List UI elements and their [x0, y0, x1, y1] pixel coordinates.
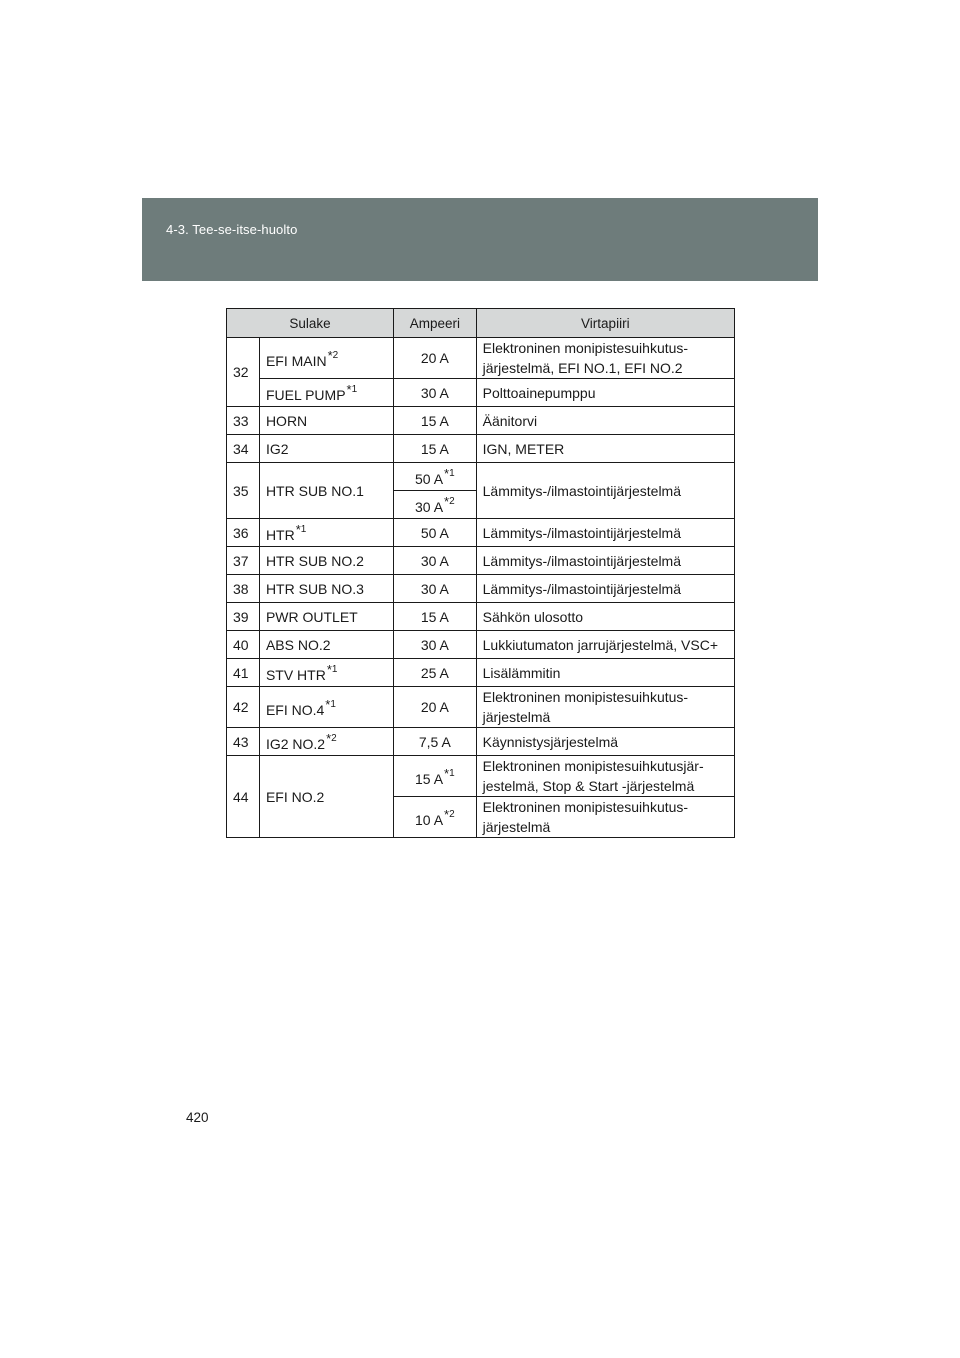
footnote-mark: *2: [444, 806, 455, 822]
fuse-number: 42: [227, 687, 260, 728]
fuse-circuit: Lämmitys-/ilmastointijärjestelmä: [476, 547, 734, 575]
table-row: [227, 463, 735, 491]
fuse-ampere: 15 A: [394, 435, 477, 463]
fuse-number: 39: [227, 603, 260, 631]
table-row: [227, 603, 735, 631]
fuse-number: 38: [227, 575, 260, 603]
fuse-name: HTR SUB NO.2: [259, 547, 393, 575]
table-row: [227, 659, 735, 687]
fuse-ampere: 20 A: [394, 338, 477, 379]
fuse-ampere: 15 $A^{*1}$: [394, 756, 477, 797]
footnote-mark: *1: [295, 522, 307, 537]
column-header-circuit: Virtapiiri: [476, 309, 734, 338]
table-row: [227, 338, 735, 379]
fuse-circuit: Lämmitys-/ilmastointijärjestelmä: [476, 575, 734, 603]
fuse-name: HTR$^{*1}$: [259, 519, 393, 547]
footnote-mark: *1: [444, 765, 455, 781]
table-row: [227, 519, 735, 547]
fuse-ampere: 30 A: [394, 631, 477, 659]
fuse-circuit: Elektroninen monipistesuihkutusjär-jestelmä, Stop & Start -järjestelmä: [476, 756, 734, 797]
fuse-ampere: 20 A: [394, 687, 477, 728]
footnote-mark: *1: [444, 466, 455, 481]
fuse-circuit: Polttoainepumppu: [476, 379, 734, 407]
fuse-circuit: Lämmitys-/ilmastointijärjestelmä: [476, 519, 734, 547]
fuse-name: IG2 NO.2$^{*2}$: [259, 728, 393, 756]
table-row: [227, 687, 735, 728]
fuse-number: 44: [227, 756, 260, 838]
fuse-number: 34: [227, 435, 260, 463]
fuse-name: HORN: [259, 407, 393, 435]
fuse-ampere: 15 A: [394, 407, 477, 435]
fuse-name: HTR SUB NO.3: [259, 575, 393, 603]
fuse-number: 35: [227, 463, 260, 519]
fuse-ampere: 10 $A^{*2}$: [394, 797, 477, 838]
footnote-mark: *2: [327, 347, 339, 363]
fuse-number: 37: [227, 547, 260, 575]
fuse-circuit: Lisälämmitin: [476, 659, 734, 687]
fuse-circuit: IGN, METER: [476, 435, 734, 463]
footnote-mark: *1: [326, 662, 338, 677]
fuse-circuit: Elektroninen monipistesuihkutus-järjestelmä: [476, 687, 734, 728]
fuse-name: IG2: [259, 435, 393, 463]
fuse-number: 43: [227, 728, 260, 756]
fuse-ampere: 50 $A^{*1}$: [394, 463, 477, 491]
footnote-mark: *2: [326, 731, 337, 746]
fuse-ampere: 25 A: [394, 659, 477, 687]
table-row: [227, 756, 735, 797]
fuse-name: EFI MAIN$^{*2}$: [259, 338, 393, 379]
footnote-mark: *2: [444, 494, 455, 509]
table-row: [227, 575, 735, 603]
table-row: [227, 547, 735, 575]
fuse-circuit: Käynnistysjärjestelmä: [476, 728, 734, 756]
section-header-band: [142, 198, 818, 281]
fuse-name: PWR OUTLET: [259, 603, 393, 631]
column-header-fuse: Sulake: [227, 309, 394, 338]
table-header-row: [227, 309, 735, 338]
fuse-ampere: 7,5 A: [394, 728, 477, 756]
page-number: 420: [186, 1110, 209, 1125]
table-row: [227, 379, 735, 407]
fuse-circuit: Elektroninen monipistesuihkutus-järjestelmä: [476, 797, 734, 838]
fuse-ampere: 15 A: [394, 603, 477, 631]
fuse-number: 32: [227, 338, 260, 407]
fuse-circuit: Äänitorvi: [476, 407, 734, 435]
fuse-name: EFI NO.2: [259, 756, 393, 838]
fuse-ampere: 50 A: [394, 519, 477, 547]
fuse-number: 40: [227, 631, 260, 659]
table-row: [227, 728, 735, 756]
fuse-ampere: 30 A: [394, 379, 477, 407]
fuse-number: 41: [227, 659, 260, 687]
footnote-mark: *1: [325, 696, 336, 712]
table-row: [227, 631, 735, 659]
table-row: [227, 407, 735, 435]
fuse-circuit: Sähkön ulosotto: [476, 603, 734, 631]
fuse-number: 36: [227, 519, 260, 547]
fuse-name: EFI NO.4$^{*1}$: [259, 687, 393, 728]
fuse-circuit: Lukkiutumaton jarrujärjestelmä, VSC+: [476, 631, 734, 659]
footnote-mark: *1: [346, 382, 358, 397]
section-title: 4-3. Tee-se-itse-huolto: [166, 222, 298, 237]
fuse-ampere: 30 $A^{*2}$: [394, 491, 477, 519]
fuse-name: STV HTR$^{*1}$: [259, 659, 393, 687]
column-header-ampere: Ampeeri: [394, 309, 477, 338]
fuse-name: HTR SUB NO.1: [259, 463, 393, 519]
fuse-circuit: Lämmitys-/ilmastointijärjestelmä: [476, 463, 734, 519]
fuse-name: FUEL PUMP$^{*1}$: [259, 379, 393, 407]
fuse-ampere: 30 A: [394, 547, 477, 575]
fuse-name: ABS NO.2: [259, 631, 393, 659]
fuse-ampere: 30 A: [394, 575, 477, 603]
table-row: [227, 435, 735, 463]
fuse-table: [226, 308, 735, 838]
fuse-circuit: Elektroninen monipistesuihkutus-järjestelmä, EFI NO.1, EFI NO.2: [476, 338, 734, 379]
fuse-number: 33: [227, 407, 260, 435]
